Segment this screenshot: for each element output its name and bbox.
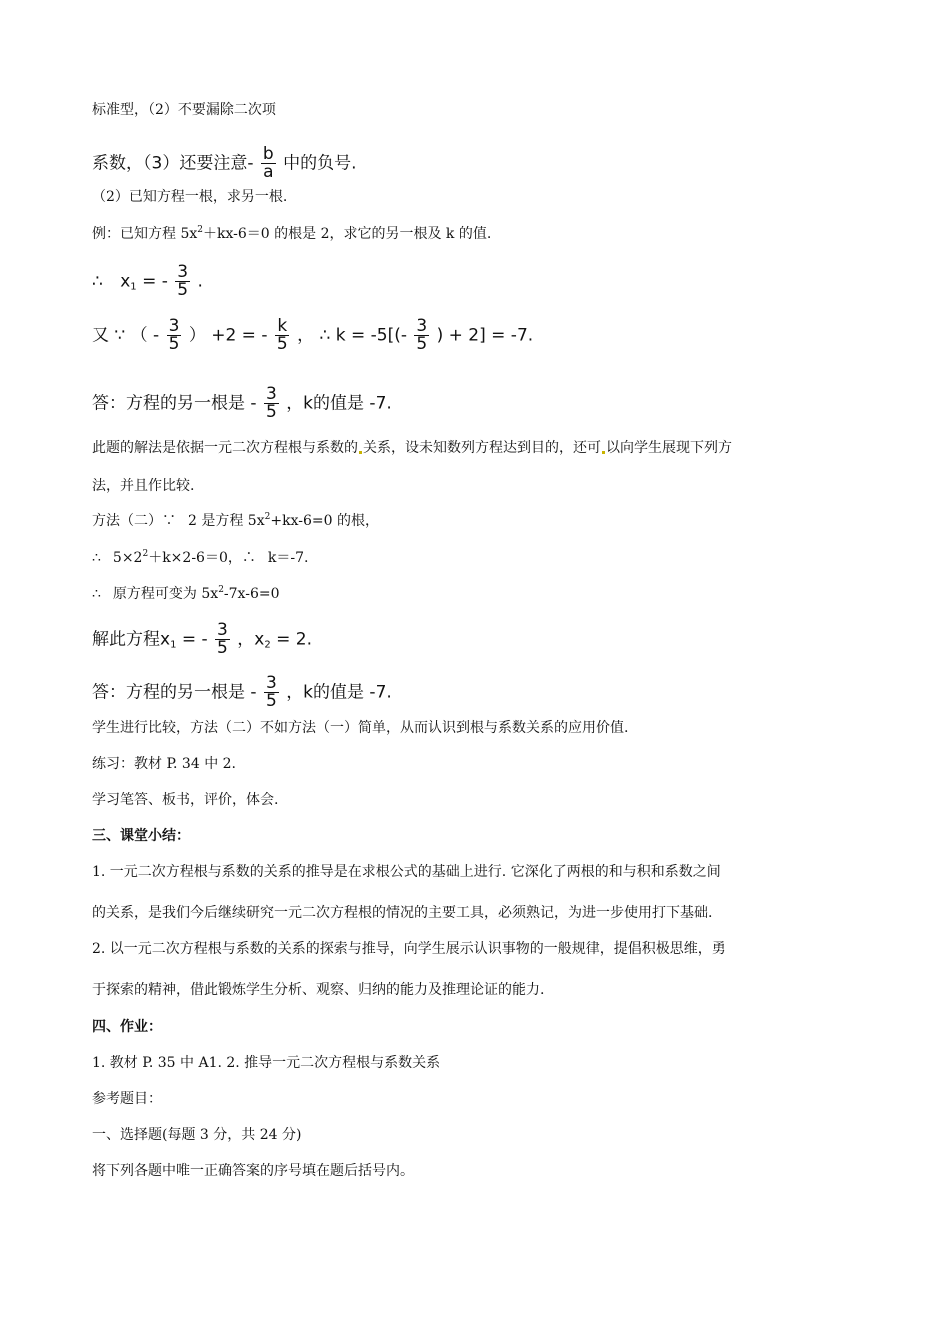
fraction: $\frac{b}{a}$ (262, 144, 274, 182)
summary-line: 1. 一元二次方程根与系数的关系的推导是在求根公式的基础上进行. 它深化了两根的和与积和系数之间 (92, 864, 721, 880)
answer-line: 答：方程的另一根是 - $\frac{3}{5}$ ，k的值是 -7. (92, 384, 392, 422)
answer-line: 答：方程的另一根是 - $\frac{3}{5}$ ，k的值是 -7. (92, 673, 392, 711)
text-line: 标准型，（2）不要漏除二次项 (92, 102, 276, 118)
fraction: $\frac{3}{5}$ (416, 316, 428, 354)
note-line: 系数，（3）还要注意- $\frac{b}{a}$ 中的负号. (92, 144, 357, 182)
you-line: 又 ∵ （ - $\frac{3}{5}$ ） +2 = - $\frac{k}{5}$ ， ∴ k = -5[(- $\frac{3}{5}$ ) + 2] = -7. (92, 316, 534, 354)
text-line: 学习笔答、板书，评价，体会. (92, 792, 279, 808)
summary-line: 2. 以一元二次方程根与系数的关系的探索与推导，向学生展示认识事物的一般规律，提倡积极思维，勇 (92, 941, 726, 957)
solve-line: 解此方程$x_1$ = - $\frac{3}{5}$ ，$x_2 = 2$. (92, 620, 312, 658)
text-line: 学生进行比较，方法（二）不如方法（一）简单，从而认识到根与系数关系的应用价值. (92, 720, 629, 736)
example-line: 例：已知方程 $5x^2+kx-6=0$ 的根是 2，求它的另一根及 k 的值. (92, 225, 492, 242)
section-heading: 三、课堂小结： (92, 828, 190, 844)
fraction: $\frac{3}{5}$ (265, 384, 277, 422)
x1-line: ∴ $x_1$ = - $\frac{3}{5}$ . (92, 262, 203, 300)
fraction: $\frac{3}{5}$ (265, 673, 277, 711)
mark-dot (359, 451, 362, 454)
section-heading: 四、作业： (92, 1019, 162, 1035)
text-line: 练习：教材 P. 34 中 2. (92, 756, 237, 772)
text-line: （2）已知方程一根，求另一根. (92, 189, 288, 205)
method-line: ∴ 原方程可变为 $5x^2-7x-6=0$ (92, 585, 280, 602)
method-line: ∴ $5\times 2^2+k\times 2-6=0$，∴ k＝-7. (92, 549, 309, 566)
summary-line: 的关系，是我们今后继续研究一元二次方程根的情况的主要工具，必须熟记，为进一步使用打下基础. (92, 905, 713, 921)
fraction: $\frac{3}{5}$ (168, 316, 180, 354)
method-line: 方法（二）∵ 2 是方程 $5x^2+kx-6=0$ 的根， (92, 512, 379, 529)
text-line: 一、选择题(每题 3 分，共 24 分) (92, 1127, 302, 1143)
homework-line: 1. 教材 P. 35 中 A1. 2. 推导一元二次方程根与系数关系 (92, 1055, 441, 1071)
text-line: 法，并且作比较. (92, 478, 195, 494)
text-line: 此题的解法是依据一元二次方程根与系数的 关系，设未知数列方程达到目的，还可 以向学生展现下列方 (92, 440, 732, 456)
text-line: 参考题目： (92, 1091, 162, 1107)
fraction: $\frac{3}{5}$ (217, 620, 228, 658)
fraction: $\frac{k}{5}$ (276, 316, 288, 354)
fraction: $\frac{3}{5}$ (177, 262, 189, 300)
mark-dot (602, 451, 605, 454)
text-line: 将下列各题中唯一正确答案的序号填在题后括号内。 (92, 1163, 414, 1179)
summary-line: 于探索的精神，借此锻炼学生分析、观察、归纳的能力及推理论证的能力. (92, 982, 545, 998)
